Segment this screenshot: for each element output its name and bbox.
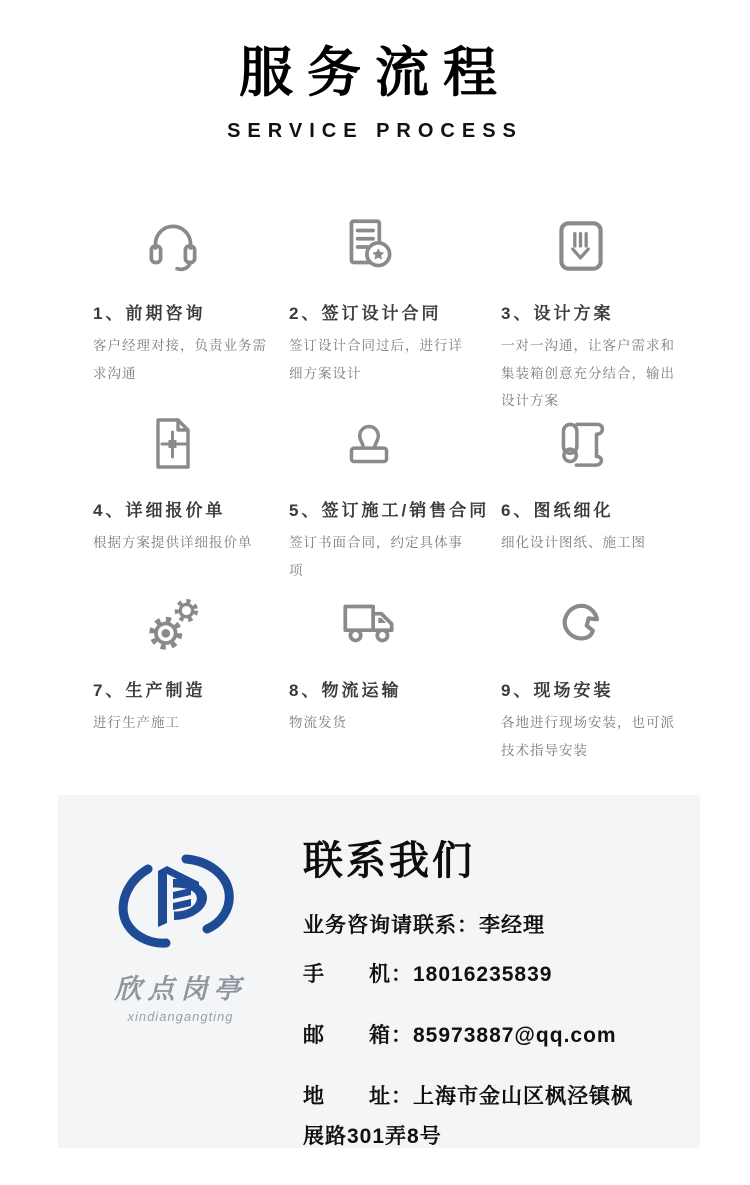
step-number: 4、 (93, 501, 126, 521)
step-desc: 细化设计图纸、施工图 (501, 535, 646, 551)
step-desc: 签订书面合同，约定具体事项 (289, 535, 463, 578)
step-desc: 各地进行现场安装，也可派技术指导安装 (501, 715, 675, 758)
company-logo-pinyin: xindiangangting (127, 1009, 234, 1024)
step-title (93, 496, 289, 521)
phone-label: 手 机： (303, 963, 413, 986)
step-number: 5、 (289, 501, 322, 521)
company-logo-emblem-icon (106, 851, 256, 963)
step-title (93, 676, 289, 701)
contact-phone-line (303, 955, 643, 995)
step-title (289, 676, 501, 701)
step-desc: 根据方案提供详细报价单 (93, 535, 253, 551)
step-desc: 进行生产施工 (93, 715, 180, 731)
address-label: 地 址： (303, 1084, 413, 1108)
phone-value: 18016235839 (413, 963, 553, 986)
step-number: 3、 (501, 304, 534, 324)
gears-icon (93, 584, 253, 664)
step-title-text: 生产制造 (125, 681, 206, 701)
step-8 (289, 584, 501, 764)
step-title-text: 详细报价单 (125, 501, 226, 521)
contact-section (58, 795, 700, 1148)
blueprint-roll-icon (501, 404, 661, 484)
step-title (289, 299, 501, 324)
step-title (289, 496, 501, 521)
step-desc: 客户经理对接，负责业务需求沟通 (93, 338, 267, 381)
email-label: 邮 箱： (303, 1023, 413, 1047)
step-number: 2、 (289, 304, 322, 324)
step-number: 8、 (289, 681, 322, 701)
page-header (0, 0, 750, 143)
step-desc: 一对一沟通，让客户需求和集装箱创意充分结合，输出设计方案 (501, 338, 675, 409)
wrench-icon (501, 584, 661, 664)
step-title (501, 299, 715, 324)
step-title (93, 299, 289, 324)
page-subtitle: SERVICE PROCESS (227, 120, 523, 143)
step-desc: 物流发货 (289, 715, 347, 731)
step-9 (501, 584, 715, 764)
step-6 (501, 404, 715, 584)
step-1 (93, 207, 289, 404)
contact-address-line (303, 1077, 643, 1157)
step-number: 1、 (93, 304, 126, 324)
step-4 (93, 404, 289, 584)
step-7 (93, 584, 289, 764)
step-title (501, 676, 715, 701)
step-number: 7、 (93, 681, 126, 701)
step-3 (501, 207, 715, 409)
step-title-text: 签订设计合同 (321, 304, 442, 324)
address-value: 上海市金山区枫泾镇枫展路301弄8号 (303, 1084, 633, 1148)
contact-consult-line: 业务咨询请联系：李经理 (303, 914, 545, 937)
step-title-text: 现场安装 (533, 681, 614, 701)
service-steps-grid (93, 207, 750, 764)
contact-info (303, 795, 655, 1148)
step-title-text: 前期咨询 (125, 304, 206, 324)
design-plan-icon (501, 207, 661, 287)
headset-icon (93, 207, 253, 287)
step-title-text: 物流运输 (321, 681, 402, 701)
step-2 (289, 207, 501, 404)
step-number: 6、 (501, 501, 534, 521)
step-number: 9、 (501, 681, 534, 701)
company-logo (58, 795, 303, 1148)
step-desc: 签订设计合同过后，进行详细方案设计 (289, 338, 463, 381)
company-logo-name: 欣点岗亭 (114, 974, 247, 1004)
step-title-text: 设计方案 (533, 304, 614, 324)
email-value: 85973887@qq.com (413, 1023, 617, 1047)
contract-star-icon (289, 207, 449, 287)
stamp-icon (289, 404, 449, 484)
step-title-text: 图纸细化 (533, 501, 614, 521)
contact-email-line (303, 1016, 643, 1056)
truck-icon (289, 584, 449, 664)
quotation-doc-icon (93, 404, 253, 484)
page-title: 服务流程 (239, 43, 511, 103)
step-5 (289, 404, 501, 584)
contact-heading: 联系我们 (303, 839, 475, 883)
step-title-text: 签订施工/销售合同 (321, 501, 490, 521)
step-title (501, 496, 715, 521)
